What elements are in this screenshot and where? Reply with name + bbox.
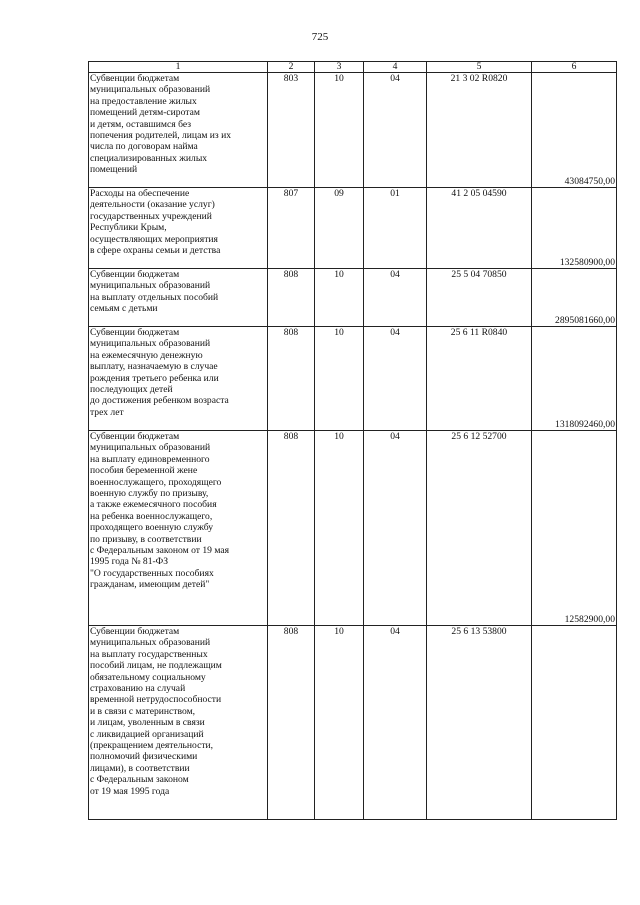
description-line: гражданам, имеющим детей" xyxy=(90,579,210,591)
description-line: специализированных жилых xyxy=(90,152,208,164)
description-line: 1995 года № 81-ФЗ xyxy=(90,556,169,568)
description-line: "О государственных пособиях xyxy=(90,567,214,579)
target-article-code: 25 6 13 53800 xyxy=(427,626,532,820)
description-line: по призыву, в соответствии xyxy=(90,533,202,545)
amount-cell: 2895081660,00 xyxy=(532,269,617,327)
target-article-code: 25 6 12 52700 xyxy=(427,431,532,626)
subsection-code: 04 xyxy=(364,73,427,188)
table-row xyxy=(89,626,617,820)
amount-cell: 1318092460,00 xyxy=(532,327,617,431)
ministry-code: 808 xyxy=(268,431,315,626)
description-line: Субвенции бюджетам xyxy=(90,431,180,442)
page-number: 725 xyxy=(311,31,329,43)
description-line: до достижения ребенком возраста xyxy=(90,395,229,407)
description-line: на предоставление жилых xyxy=(90,95,197,107)
subsection-code: 04 xyxy=(364,626,427,820)
description-line: Субвенции бюджетам xyxy=(90,73,180,84)
description-line: деятельности (оказание услуг) xyxy=(90,199,215,211)
description-line: на выплату единовременного xyxy=(90,453,210,465)
description-line: обязательному социальному xyxy=(90,671,206,683)
ministry-code: 808 xyxy=(268,327,315,431)
budget-table xyxy=(88,61,617,820)
description-line: муниципальных образований xyxy=(90,442,211,454)
target-article-code: 21 3 02 R0820 xyxy=(427,73,532,188)
table-row xyxy=(89,269,617,327)
table-row xyxy=(89,73,617,188)
column-header-6: 6 xyxy=(532,62,617,73)
description-line: полномочий физическими xyxy=(90,751,198,763)
description-line: рождения третьего ребенка или xyxy=(90,372,219,384)
description-line: семьям с детьми xyxy=(90,303,158,315)
section-code: 10 xyxy=(315,431,364,626)
ministry-code: 803 xyxy=(268,73,315,188)
description-line: муниципальных образований xyxy=(90,338,211,350)
table-header-row xyxy=(89,62,617,73)
description-line: муниципальных образований xyxy=(90,637,211,649)
column-header-5: 5 xyxy=(427,62,532,73)
description-line: помещений xyxy=(90,164,138,176)
target-article-code: 25 5 04 70850 xyxy=(427,269,532,327)
section-code: 10 xyxy=(315,269,364,327)
description-line: Субвенции бюджетам xyxy=(90,269,180,280)
row-description xyxy=(89,269,268,327)
description-line: проходящего военную службу xyxy=(90,522,214,534)
description-line: с ликвидацией организаций xyxy=(90,728,204,740)
ministry-code: 808 xyxy=(268,269,315,327)
column-header-4: 4 xyxy=(364,62,427,73)
table-row xyxy=(89,327,617,431)
description-line: в сфере охраны семьи и детства xyxy=(90,245,221,257)
amount-cell: 43084750,00 xyxy=(532,73,617,188)
description-line: осуществляющих мероприятия xyxy=(90,233,218,245)
subsection-code: 04 xyxy=(364,269,427,327)
row-description xyxy=(89,327,268,431)
description-line: (прекращением деятельности, xyxy=(90,740,214,752)
description-line: с Федеральным законом xyxy=(90,774,189,786)
description-line: пособия беременной жене xyxy=(90,465,198,477)
description-line: муниципальных образований xyxy=(90,280,211,292)
row-description xyxy=(89,73,268,188)
description-line: и в связи с материнством, xyxy=(90,705,196,717)
description-line: Субвенции бюджетам xyxy=(90,327,180,338)
description-line: на ребенка военнослужащего, xyxy=(90,510,213,522)
description-line: выплату, назначаемую в случае xyxy=(90,361,218,373)
amount-cell: 132580900,00 xyxy=(532,188,617,269)
column-header-3: 3 xyxy=(315,62,364,73)
description-line: и детям, оставшимся без xyxy=(90,118,191,130)
description-line: попечения родителей, лицам из их xyxy=(90,130,232,142)
amount-cell xyxy=(532,626,617,820)
target-article-code: 41 2 05 04590 xyxy=(427,188,532,269)
description-line: на выплату государственных xyxy=(90,648,208,660)
description-line: Субвенции бюджетам xyxy=(90,626,180,637)
ministry-code: 807 xyxy=(268,188,315,269)
amount-cell: 12582900,00 xyxy=(532,431,617,626)
ministry-code: 808 xyxy=(268,626,315,820)
description-line: страхованию на случай xyxy=(90,683,186,695)
description-line: на ежемесячную денежную xyxy=(90,349,203,361)
description-line: помещений детям-сиротам xyxy=(90,107,200,119)
description-line: числа по договорам найма xyxy=(90,141,198,153)
column-header-2: 2 xyxy=(268,62,315,73)
description-line: муниципальных образований xyxy=(90,84,211,96)
description-line: а также ежемесячного пособия xyxy=(90,499,217,511)
target-article-code: 25 6 11 R0840 xyxy=(427,327,532,431)
description-line: от 19 мая 1995 года xyxy=(90,785,170,797)
table-row xyxy=(89,431,617,626)
section-code: 09 xyxy=(315,188,364,269)
description-line: последующих детей xyxy=(90,384,173,396)
description-line: пособий лицам, не подлежащим xyxy=(90,660,222,672)
description-line: Расходы на обеспечение xyxy=(90,188,190,199)
row-description xyxy=(89,626,268,820)
description-line: и лицам, уволенным в связи xyxy=(90,717,205,729)
section-code: 10 xyxy=(315,73,364,188)
description-line: военную службу по призыву, xyxy=(90,488,209,500)
subsection-code: 04 xyxy=(364,431,427,626)
subsection-code: 01 xyxy=(364,188,427,269)
section-code: 10 xyxy=(315,327,364,431)
subsection-code: 04 xyxy=(364,327,427,431)
description-line: с Федеральным законом от 19 мая xyxy=(90,545,230,557)
description-line: военнослужащего, проходящего xyxy=(90,476,222,488)
section-code: 10 xyxy=(315,626,364,820)
table-row xyxy=(89,188,617,269)
description-line: лицами), в соответствии xyxy=(90,762,190,774)
description-line: на выплату отдельных пособий xyxy=(90,291,219,303)
description-line: временной нетрудоспособности xyxy=(90,694,222,706)
row-description xyxy=(89,188,268,269)
row-description xyxy=(89,431,268,626)
description-line: трех лет xyxy=(90,406,124,418)
description-line: Республики Крым, xyxy=(90,222,167,234)
column-header-1: 1 xyxy=(89,62,268,73)
description-line: государственных учреждений xyxy=(90,210,212,222)
